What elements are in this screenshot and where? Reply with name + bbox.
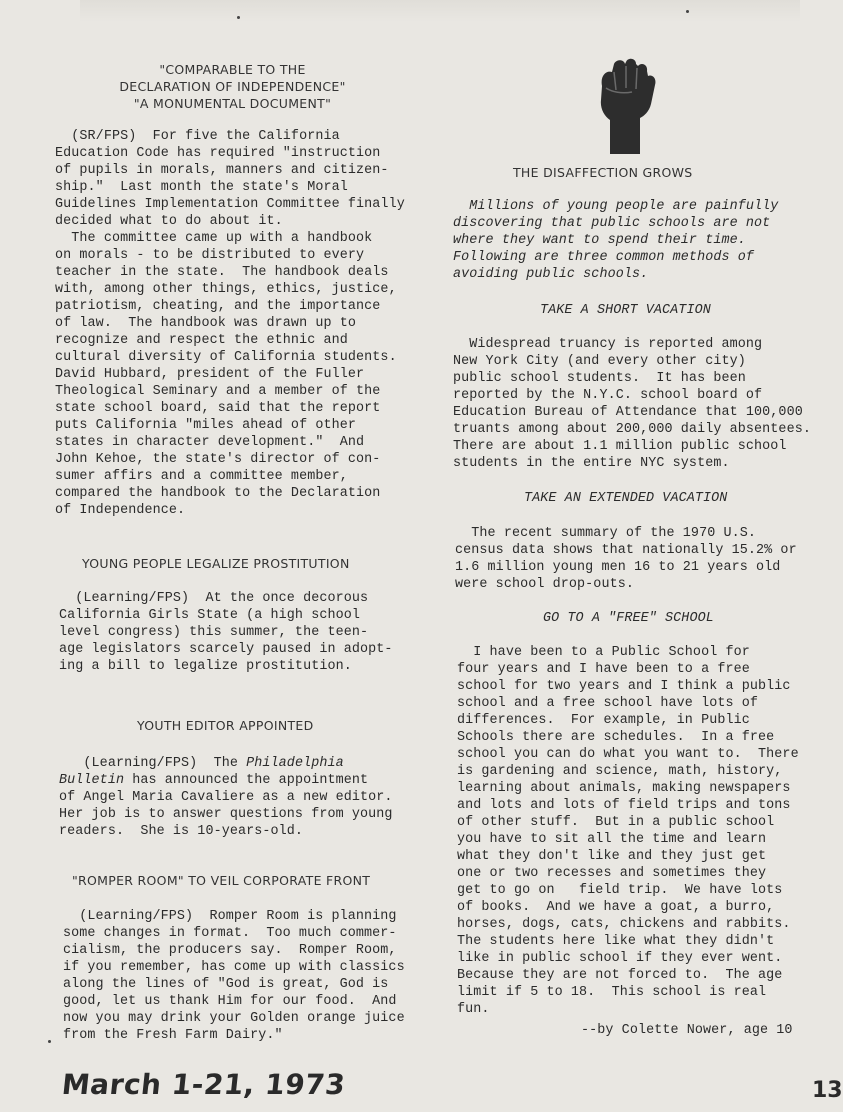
free-school-body: I have been to a Public School for four years and I have been to a free school for two years and I think a public school and a free school have lots of differences. For example, in Public Schools there are schedules. In a free school you can do what you want to. There is gardening and science, math, history, learning about animals, making newspapers and lots and lots of field trips and tons of other stuff. But in a public school you have to sit all the time and learn what they don't like and they just get one or two recesses and sometimes they get to go on field trip. We have lots of books. And we have a goat, a burro, horses, dogs, cats, chickens and rabbits. The students here like what they didn't like in public school if they ever went. Because they are not forced to. The age limit if 5 to 18. This school is real fun. (457, 645, 799, 1017)
youth-body-lead: (Learning/FPS) The (59, 756, 247, 771)
lead-headline-line-2: DECLARATION OF INDEPENDENCE" (119, 79, 346, 94)
print-speck (686, 10, 689, 13)
youth-editor-article-body (59, 755, 393, 840)
page-number: 13 (812, 1078, 843, 1103)
lead-headline-line-1: "COMPARABLE TO THE (159, 62, 306, 77)
disaffection-intro: Millions of young people are painfully discovering that public schools are not where they want to spend their time. Following are three common methods of avoiding public schools. (453, 199, 779, 282)
romper-room-article-body: (Learning/FPS) Romper Room is planning some changes in format. Too much commer- cialism, the producers say. Romper Room, if you remember, has come up with classics along the lines of "God is great, God is good, let us thank Him for our food. And now you may drink your Golden orange juice from the Fresh Farm Dairy." (63, 909, 405, 1043)
lead-headline-line-3: "A MONUMENTAL DOCUMENT" (133, 96, 332, 111)
subhead-short-vacation: TAKE A SHORT VACATION (540, 303, 711, 318)
youth-body-rest: has announced the appointment of Angel Maria Cavaliere as a new editor. Her job is to answer questions from young readers. She is 10-years-old. (59, 773, 393, 839)
subhead-extended-vacation: TAKE AN EXTENDED VACATION (524, 491, 728, 506)
print-speck (237, 16, 240, 19)
publication-name-line1: Philadelphia (246, 756, 344, 771)
handwritten-date: March 1-21, 1973 (60, 1068, 347, 1101)
byline: --by Colette Nower, age 10 (581, 1023, 793, 1038)
youth-editor-headline: YOUTH EDITOR APPOINTED (137, 718, 314, 733)
faded-masthead (80, 0, 800, 22)
romper-room-headline: "ROMPER ROOM" TO VEIL CORPORATE FRONT (72, 873, 371, 888)
disaffection-headline: THE DISAFFECTION GROWS (513, 165, 693, 180)
prostitution-article-body: (Learning/FPS) At the once decorous California Girls State (a high school level congress) this summer, the teen- age legislators scarcely paused in adopt- ing a bill to legalize prostitution. (59, 591, 393, 674)
lead-article-body: (SR/FPS) For five the California Education Code has required "instruction of pupils in morals, manners and citizen- ship." Last month the state's Moral Guidelines Implementation Committee finally decided what to do about it. The committee came up with a handbook on morals - to be distributed to every teacher in the state. The handbook deals with, among other things, ethics, justice, patriotism, cheating, and the importance of law. The handbook was drawn up to recognize and respect the ethnic and cultural diversity of California students. David Hubbard, president of the Fuller Theological Seminary and a member of the state school board, said that the report puts California "miles ahead of other states in character development." And John Kehoe, the state's director of con- sumer affirs and a committee member, compared the handbook to the Declaration of Independence. (55, 129, 405, 518)
publication-name-line2: Bulletin (59, 773, 125, 788)
extended-vacation-body: The recent summary of the 1970 U.S. census data shows that nationally 15.2% or 1.6 million young men 16 to 21 years old were school drop-outs. (455, 526, 797, 592)
lead-headline (60, 62, 405, 111)
prostitution-headline: YOUNG PEOPLE LEGALIZE PROSTITUTION (82, 556, 350, 571)
short-vacation-body: Widespread truancy is reported among New York City (and every other city) public school students. It has been reported by the N.Y.C. school board of Education Bureau of Attendance that 100,000 truants among about 200,000 daily absentees. There are about 1.1 million public school students in the entire NYC system. (453, 337, 811, 471)
raised-fist-icon (588, 58, 660, 158)
print-speck (48, 1040, 51, 1043)
subhead-free-school: GO TO A "FREE" SCHOOL (543, 611, 714, 626)
